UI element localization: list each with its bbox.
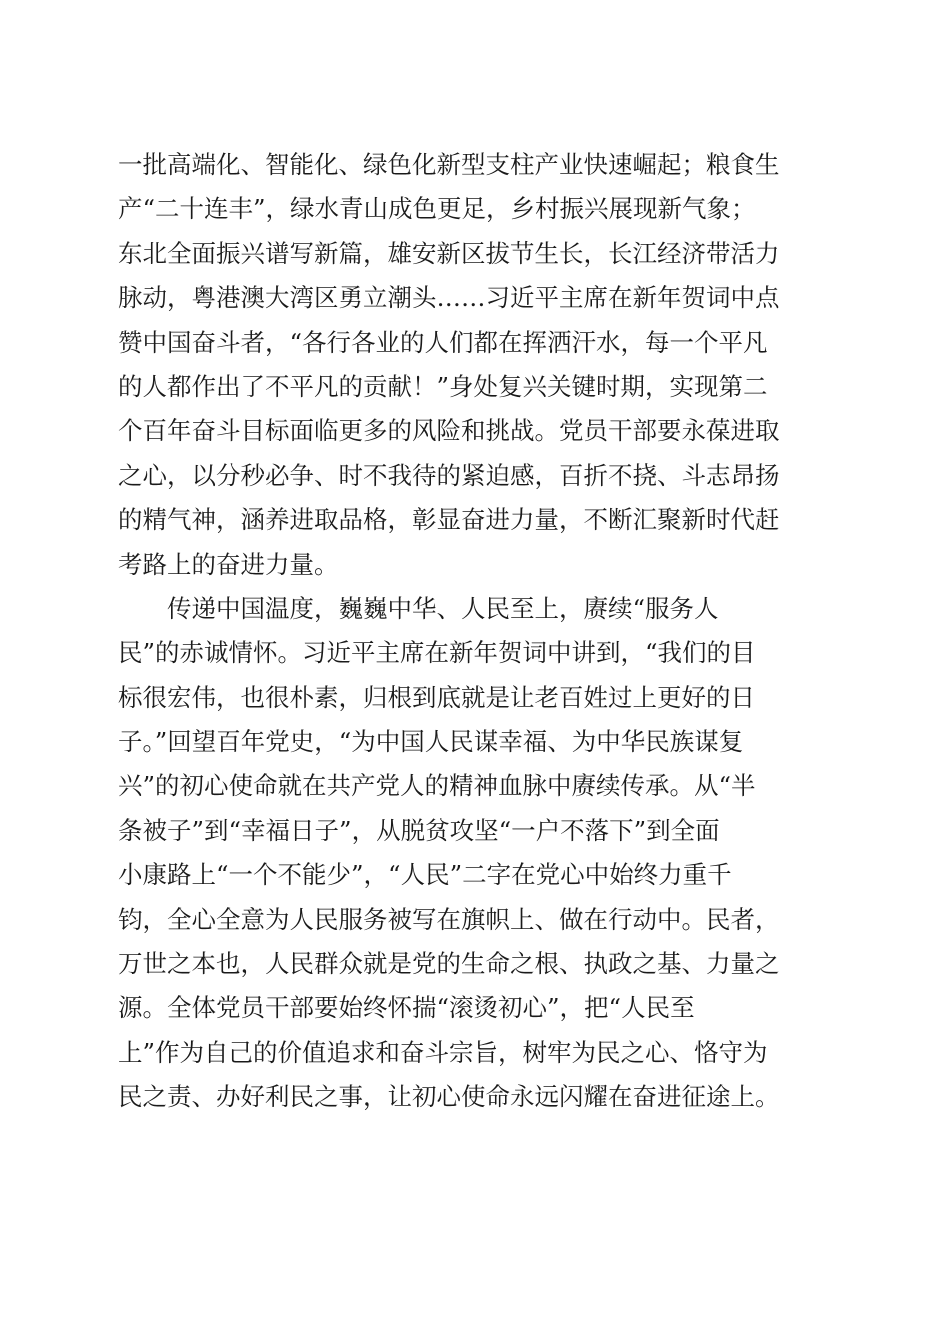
text-line: 一批高端化、智能化、绿色化新型支柱产业快速崛起；粮食生	[118, 150, 780, 179]
text-line: 的人都作出了不平凡的贡献！”身处复兴关键时期，实现第二	[118, 371, 768, 401]
text-line: 民”的赤诚情怀。习近平主席在新年贺词中讲到，“我们的目	[118, 638, 756, 668]
text-line: 传递中国温度，巍巍中华、人民至上，赓续“服务人	[118, 593, 719, 623]
text-line: 的精气神，涵养进取品格，彰显奋进力量，不断汇聚新时代赶	[118, 505, 780, 535]
text-line: 产“二十连丰”，绿水青山成色更足，乡村振兴展现新气象；	[118, 194, 756, 224]
text-line: 兴”的初心使命就在共产党人的精神血脉中赓续传承。从“半	[118, 771, 756, 801]
text-line: 万世之本也，人民群众就是党的生命之根、执政之基、力量之	[118, 949, 780, 979]
text-line: 源。全体党员干部要始终怀揣“滚烫初心”，把“人民至	[118, 993, 695, 1023]
text-line: 钧，全心全意为人民服务被写在旗帜上、做在行动中。民者，	[118, 904, 780, 934]
paragraph-1	[118, 143, 834, 587]
text-line: 个百年奋斗目标面临更多的风险和挑战。党员干部要永葆进取	[118, 416, 780, 446]
text-line: 标很宏伟，也很朴素，归根到底就是让老百姓过上更好的日	[118, 682, 755, 712]
text-line: 条被子”到“幸福日子”，从脱贫攻坚“一户不落下”到全面	[118, 815, 720, 845]
text-line: 民之责、办好利民之事，让初心使命永远闪耀在奋进征途上。	[118, 1082, 780, 1112]
text-line: 之心，以分秒必争、时不我待的紧迫感，百折不挠、斗志昂扬	[118, 460, 780, 490]
text-line: 子。”回望百年党史，“为中国人民谋幸福、为中华民族谋复	[118, 727, 744, 757]
text-line: 东北全面振兴谱写新篇，雄安新区拔节生长，长江经济带活力	[118, 238, 780, 268]
text-line: 上”作为自己的价值追求和奋斗宗旨，树牢为民之心、恪守为	[118, 1037, 768, 1067]
paragraph-2	[118, 587, 834, 1120]
text-line: 考路上的奋进力量。	[118, 549, 339, 579]
text-line: 脉动，粤港澳大湾区勇立潮头……习近平主席在新年贺词中点	[118, 283, 780, 313]
text-line: 赞中国奋斗者，“各行各业的人们都在挥洒汗水，每一个平凡	[118, 327, 768, 357]
body-text	[118, 143, 834, 1120]
text-line: 小康路上“一个不能少”，“人民”二字在党心中始终力重千	[118, 860, 732, 890]
